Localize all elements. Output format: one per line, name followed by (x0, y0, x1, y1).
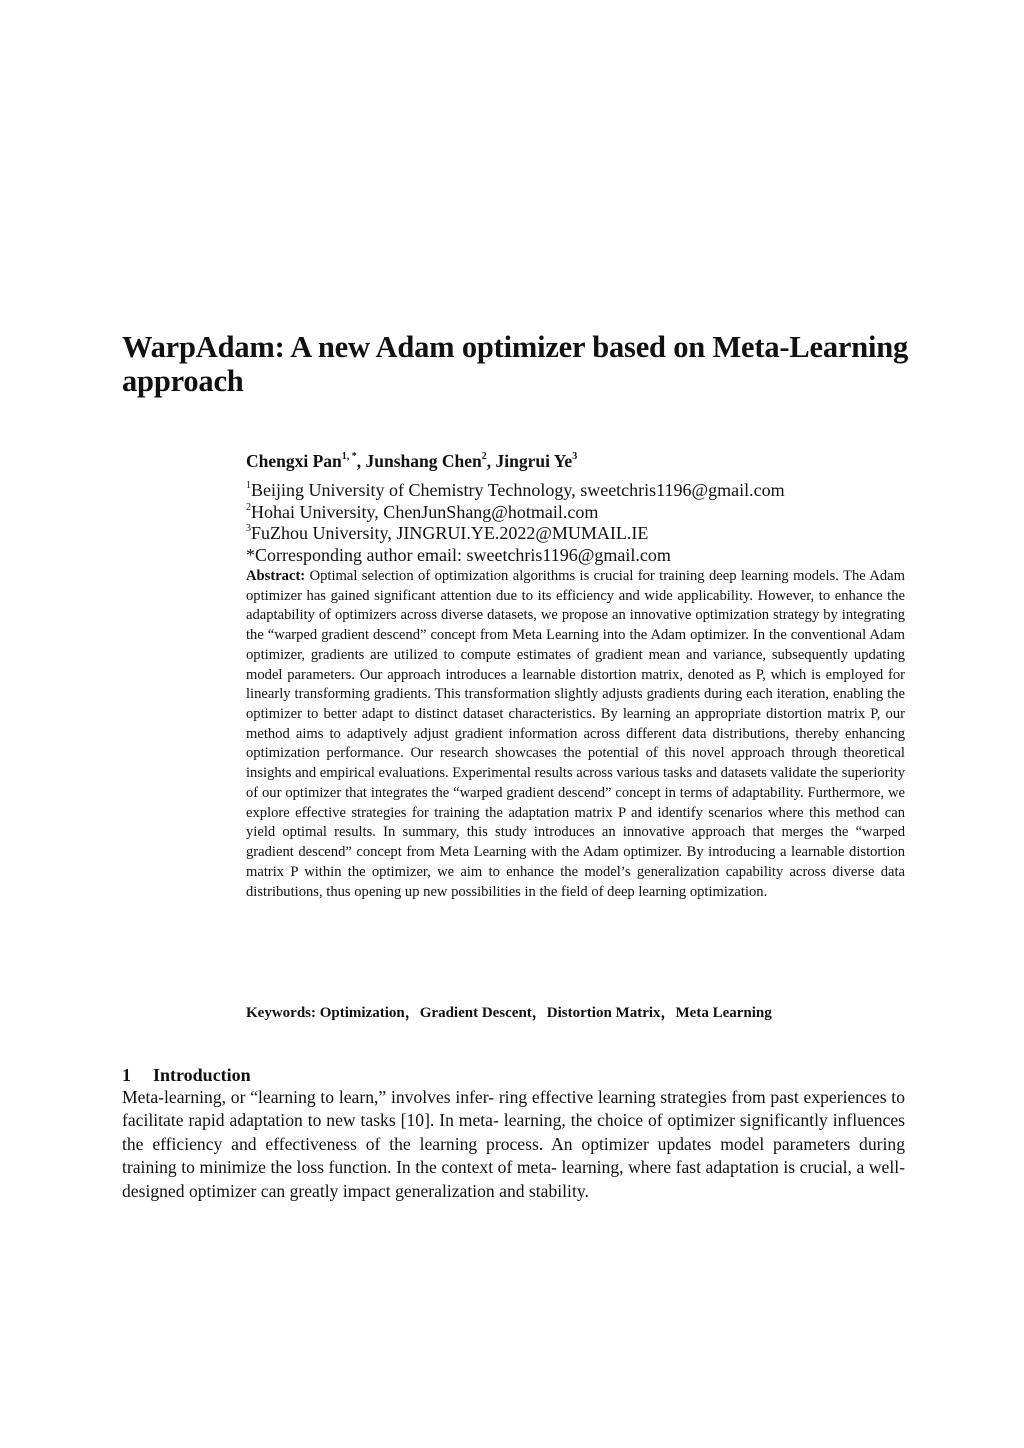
keywords: Keywords: Optimization，Gradient Descent，Distortion Matrix，Meta Learning (246, 1005, 772, 1021)
affiliation-mark: 2 (246, 501, 251, 513)
author-separator: , (486, 451, 496, 471)
corresponding-author: *Corresponding author email: sweetchris1196@gmail.com (246, 545, 671, 566)
affiliation-text: FuZhou University, JINGRUI.YE.2022@MUMAIL.IE (251, 523, 649, 544)
author-marks: 2 (481, 451, 487, 463)
affiliations (246, 480, 916, 567)
affiliation-line (246, 502, 916, 524)
affiliation-line (246, 480, 916, 502)
section-number: 1 (122, 1065, 131, 1085)
affiliation-mark: 3 (246, 523, 251, 535)
author-separator: , (356, 451, 366, 471)
author-name: Junshang Chen (365, 451, 482, 471)
author-name: Jingrui Ye (495, 451, 573, 471)
author-list (246, 450, 906, 472)
affiliation-text: Beijing University of Chemistry Technology, sweetchris1196@gmail.com (251, 480, 785, 500)
affiliation-line (246, 523, 916, 545)
author-marks: 3 (572, 451, 578, 463)
introduction-text: Meta-learning, or “learning to learn,” involves infer- ring effective learning strategies from past experiences to facilitate rapid adaptation to new tasks [10]. In meta- learning, the choice of optimizer significantly influences the efficiency and effectiveness of the learning process. An optimizer updates model parameters during training to minimize the loss function. In the context of meta- learning, where fast adaptation is crucial, a well-designed optimizer can greatly impact generalization and stability. (122, 1087, 905, 1201)
abstract-label: Abstract: (246, 568, 306, 584)
affiliation-mark: 1 (246, 480, 251, 491)
section-heading (122, 1064, 251, 1086)
affiliation-text: Hohai University, ChenJunShang@hotmail.com (251, 501, 599, 522)
author-marks: 1, * (341, 451, 357, 463)
abstract (246, 567, 905, 902)
paper-title: WarpAdam: A new Adam optimizer based on Meta-Learning approach (122, 330, 909, 398)
author-name: Chengxi Pan (246, 451, 342, 471)
section-title: Introduction (153, 1065, 251, 1085)
abstract-text: Optimal selection of optimization algorithms is crucial for training deep learning models. The Adam optimizer has gained significant attention due to its efficiency and wide applicability. However, to enhance the adaptability of optimizers across diverse datasets, we propose an innovative optimization strategy by integrating the “warped gradient descend” concept from Meta Learning into the Adam optimizer. In the conventional Adam optimizer, gradients are utilized to compute estimates of gradient mean and variance, subsequently updating model parameters. Our approach introduces a learnable distortion matrix, denoted as P, which is employed for linearly transforming gradients. This transformation slightly adjusts gradients during each iteration, enabling the optimizer to better adapt to distinct dataset characteristics. By learning an appropriate distortion matrix P, our method aims to adaptively adjust gradient information across different data distributions, thereby enhancing optimization performance. Our research showcases the potential of this novel approach through theoretical insights and empirical evaluations. Experimental results across various tasks and datasets validate the superiority of our optimizer that integrates the “warped gradient descend” concept in terms of adaptability. Furthermore, we explore effective strategies for training the adaptation matrix P and identify scenarios where this method can yield optimal results. In summary, this study introduces an innovative approach that merges the “warped gradient descend” concept from Meta Learning with the Adam optimizer. By introducing a learnable distortion matrix P within the optimizer, we aim to enhance the model’s generalization capability across diverse data distributions, thus opening up new possibilities in the field of deep learning optimization. (246, 568, 905, 900)
